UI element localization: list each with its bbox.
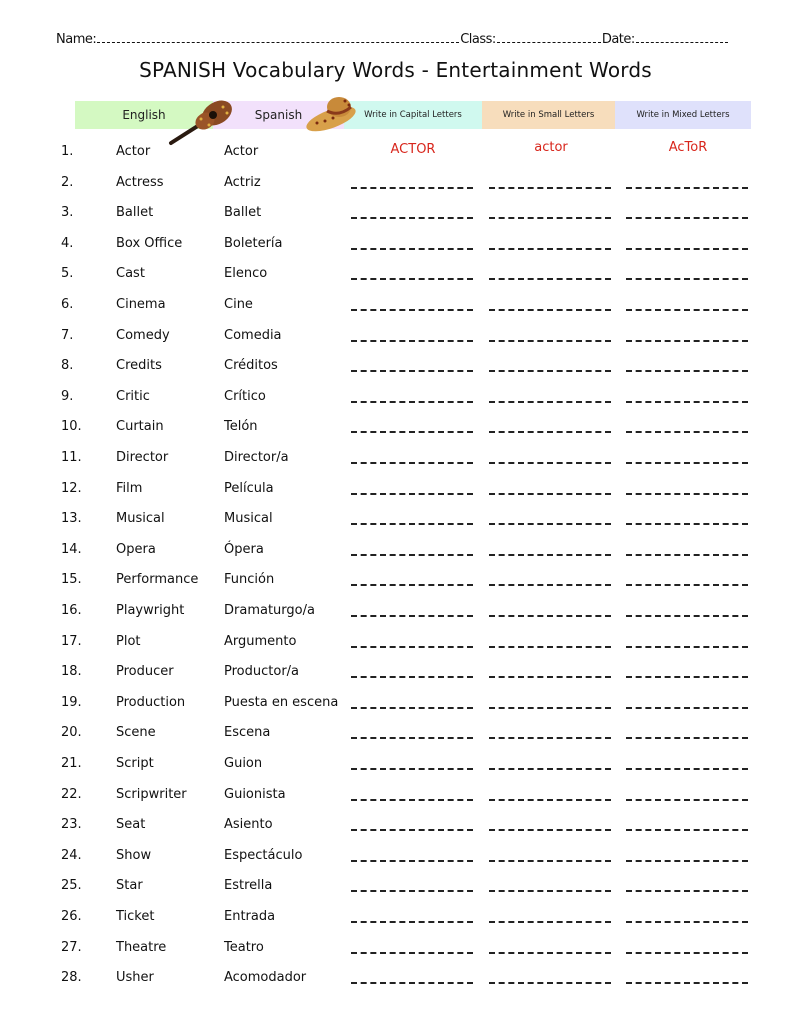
- english-word: Musical: [116, 511, 165, 527]
- capital-answer-blank[interactable]: [351, 584, 473, 586]
- small-answer-blank[interactable]: [489, 309, 611, 311]
- english-word: Usher: [116, 970, 154, 986]
- english-word: Critic: [116, 388, 150, 404]
- spanish-word: Dramaturgo/a: [224, 603, 315, 618]
- small-answer-blank[interactable]: [489, 646, 611, 648]
- vocab-row: [0, 415, 791, 439]
- capital-answer-blank[interactable]: [351, 646, 473, 648]
- mixed-answer-blank[interactable]: [626, 829, 748, 831]
- spanish-word: Puesta en escena: [224, 694, 339, 710]
- row-number: 10.: [61, 419, 82, 435]
- capital-answer-blank[interactable]: [351, 462, 473, 464]
- example-small: actor: [534, 140, 568, 155]
- column-header-spanish-label: Spanish: [254, 108, 303, 122]
- english-word: Cast: [116, 266, 145, 282]
- small-answer-blank[interactable]: [489, 278, 611, 280]
- mixed-answer-blank[interactable]: [626, 952, 748, 954]
- mixed-answer-blank[interactable]: [626, 737, 748, 739]
- row-number: 25.: [61, 878, 82, 894]
- small-answer-blank[interactable]: [489, 523, 611, 525]
- class-label: Class:: [460, 32, 496, 47]
- capital-answer-blank[interactable]: [351, 799, 473, 801]
- spanish-word: Cine: [224, 297, 253, 312]
- mixed-answer-blank[interactable]: [626, 799, 748, 801]
- row-number: 16.: [61, 603, 82, 618]
- english-word: Plot: [116, 633, 141, 649]
- mixed-answer-blank[interactable]: [626, 217, 748, 219]
- row-number: 14.: [61, 541, 82, 557]
- capital-answer-blank[interactable]: [351, 278, 473, 280]
- capital-answer-blank[interactable]: [351, 768, 473, 770]
- mixed-answer-blank[interactable]: [626, 768, 748, 770]
- capital-answer-blank[interactable]: [351, 982, 473, 984]
- spanish-word: Productor/a: [224, 664, 300, 680]
- row-number: 28.: [61, 970, 82, 986]
- spanish-word: Crítico: [224, 388, 266, 404]
- small-answer-blank[interactable]: [489, 217, 611, 219]
- vocab-row: [0, 936, 791, 960]
- row-number: 1.: [61, 144, 74, 159]
- vocab-row: [0, 507, 791, 531]
- spanish-word: Espectáculo: [224, 847, 303, 863]
- mixed-answer-blank[interactable]: [626, 278, 748, 280]
- small-answer-blank[interactable]: [489, 952, 611, 954]
- column-header-capital-label: Write in Capital Letters: [364, 110, 462, 120]
- small-answer-blank[interactable]: [489, 890, 611, 892]
- small-answer-blank[interactable]: [489, 248, 611, 250]
- small-answer-blank[interactable]: [489, 799, 611, 801]
- small-answer-blank[interactable]: [489, 370, 611, 372]
- vocab-row: [0, 385, 791, 409]
- mixed-answer-blank[interactable]: [626, 890, 748, 892]
- mixed-answer-blank[interactable]: [626, 370, 748, 372]
- mixed-answer-blank[interactable]: [626, 523, 748, 525]
- small-answer-blank[interactable]: [489, 187, 611, 189]
- row-number: 8.: [61, 358, 74, 374]
- capital-answer-blank[interactable]: [351, 737, 473, 739]
- row-number: 7.: [61, 327, 74, 343]
- spanish-word: Asiento: [224, 817, 273, 833]
- small-answer-blank[interactable]: [489, 676, 611, 678]
- small-answer-blank[interactable]: [489, 768, 611, 770]
- row-number: 3.: [61, 205, 74, 221]
- row-number: 6.: [61, 297, 74, 312]
- capital-answer-blank[interactable]: [351, 431, 473, 433]
- row-number: 21.: [61, 756, 82, 771]
- english-word: Script: [116, 756, 154, 771]
- column-header-mixed: [615, 101, 751, 129]
- mixed-answer-blank[interactable]: [626, 431, 748, 433]
- english-word: Ticket: [116, 909, 155, 924]
- spanish-word: Teatro: [224, 939, 264, 955]
- small-answer-blank[interactable]: [489, 401, 611, 403]
- capital-answer-blank[interactable]: [351, 952, 473, 954]
- mixed-answer-blank[interactable]: [626, 248, 748, 250]
- row-number: 18.: [61, 664, 82, 680]
- vocab-row: [0, 752, 791, 776]
- vocab-row: [0, 201, 791, 225]
- row-number: 19.: [61, 694, 82, 710]
- mixed-answer-blank[interactable]: [626, 707, 748, 709]
- small-answer-blank[interactable]: [489, 462, 611, 464]
- row-number: 11.: [61, 450, 82, 465]
- capital-answer-blank[interactable]: [351, 523, 473, 525]
- mixed-answer-blank[interactable]: [626, 615, 748, 617]
- name-label: Name:: [56, 32, 97, 47]
- example-capital: ACTOR: [390, 142, 436, 157]
- capital-answer-blank[interactable]: [351, 340, 473, 342]
- small-answer-blank[interactable]: [489, 737, 611, 739]
- vocab-row: [0, 354, 791, 378]
- small-answer-blank[interactable]: [489, 431, 611, 433]
- capital-answer-blank[interactable]: [351, 707, 473, 709]
- date-field[interactable]: [636, 32, 728, 43]
- spanish-word: Estrella: [224, 878, 273, 894]
- small-answer-blank[interactable]: [489, 921, 611, 923]
- row-number: 23.: [61, 817, 82, 833]
- row-number: 2.: [61, 174, 74, 190]
- date-label: Date:: [601, 32, 635, 47]
- spanish-word: Película: [224, 480, 274, 496]
- column-header-small-label: Write in Small Letters: [502, 110, 595, 120]
- english-word: Cinema: [116, 297, 166, 312]
- mixed-answer-blank[interactable]: [626, 860, 748, 862]
- english-word: Ballet: [116, 205, 154, 221]
- vocab-row: [0, 140, 791, 164]
- vocab-row: [0, 232, 791, 256]
- mixed-answer-blank[interactable]: [626, 982, 748, 984]
- capital-answer-blank[interactable]: [351, 860, 473, 862]
- class-field[interactable]: [497, 32, 601, 43]
- small-answer-blank[interactable]: [489, 615, 611, 617]
- english-word: Comedy: [116, 327, 170, 343]
- spanish-word: Actriz: [224, 174, 261, 190]
- mixed-answer-blank[interactable]: [626, 921, 748, 923]
- spanish-word: Guionista: [224, 786, 286, 802]
- spanish-word: Boletería: [224, 235, 283, 251]
- row-number: 17.: [61, 633, 82, 649]
- capital-answer-blank[interactable]: [351, 370, 473, 372]
- spanish-word: Escena: [224, 725, 271, 741]
- row-number: 4.: [61, 235, 74, 251]
- capital-answer-blank[interactable]: [351, 890, 473, 892]
- capital-answer-blank[interactable]: [351, 401, 473, 403]
- column-header-small: [482, 101, 615, 129]
- mixed-answer-blank[interactable]: [626, 493, 748, 495]
- mixed-answer-blank[interactable]: [626, 462, 748, 464]
- capital-answer-blank[interactable]: [351, 615, 473, 617]
- vocab-row: [0, 721, 791, 745]
- mixed-answer-blank[interactable]: [626, 340, 748, 342]
- capital-answer-blank[interactable]: [351, 493, 473, 495]
- spanish-word: Acomodador: [224, 970, 307, 986]
- english-word: Opera: [116, 541, 156, 557]
- vocab-row: [0, 630, 791, 654]
- english-word: Actor: [116, 144, 151, 159]
- spanish-word: Ballet: [224, 205, 262, 221]
- spanish-word: Argumento: [224, 633, 297, 649]
- spanish-word: Función: [224, 572, 275, 588]
- english-word: Show: [116, 847, 152, 863]
- english-word: Scripwriter: [116, 786, 187, 802]
- example-mixed: AcToR: [668, 140, 708, 155]
- row-number: 22.: [61, 786, 82, 802]
- spanish-word: Créditos: [224, 358, 278, 374]
- spanish-word: Actor: [224, 144, 259, 159]
- vocab-row: [0, 813, 791, 837]
- column-header-mixed-label: Write in Mixed Letters: [636, 110, 730, 120]
- vocab-row: [0, 905, 791, 929]
- small-answer-blank[interactable]: [489, 982, 611, 984]
- mixed-answer-blank[interactable]: [626, 676, 748, 678]
- vocab-row: [0, 783, 791, 807]
- english-word: Director: [116, 450, 169, 465]
- english-word: Seat: [116, 817, 146, 833]
- small-answer-blank[interactable]: [489, 493, 611, 495]
- vocab-row: [0, 477, 791, 501]
- capital-answer-blank[interactable]: [351, 187, 473, 189]
- spanish-word: Musical: [224, 511, 273, 527]
- capital-answer-blank[interactable]: [351, 309, 473, 311]
- small-answer-blank[interactable]: [489, 584, 611, 586]
- row-number: 12.: [61, 480, 82, 496]
- mixed-answer-blank[interactable]: [626, 187, 748, 189]
- sombrero-icon: [303, 93, 361, 133]
- vocab-row: [0, 538, 791, 562]
- mixed-answer-blank[interactable]: [626, 309, 748, 311]
- spanish-word: Entrada: [224, 909, 276, 924]
- english-word: Production: [116, 694, 186, 710]
- vocab-row: [0, 568, 791, 592]
- english-word: Theatre: [116, 939, 167, 955]
- english-word: Producer: [116, 664, 174, 680]
- capital-answer-blank[interactable]: [351, 829, 473, 831]
- small-answer-blank[interactable]: [489, 829, 611, 831]
- row-number: 27.: [61, 939, 82, 955]
- english-word: Scene: [116, 725, 156, 741]
- capital-answer-blank[interactable]: [351, 217, 473, 219]
- spanish-word: Ópera: [224, 541, 264, 557]
- vocab-row: [0, 293, 791, 317]
- vocab-row: [0, 844, 791, 868]
- mixed-answer-blank[interactable]: [626, 584, 748, 586]
- english-word: Playwright: [116, 603, 185, 618]
- name-field[interactable]: [97, 32, 459, 43]
- mixed-answer-blank[interactable]: [626, 401, 748, 403]
- small-answer-blank[interactable]: [489, 707, 611, 709]
- capital-answer-blank[interactable]: [351, 676, 473, 678]
- row-number: 13.: [61, 511, 82, 527]
- vocab-row: [0, 446, 791, 470]
- vocab-row: [0, 324, 791, 348]
- capital-answer-blank[interactable]: [351, 248, 473, 250]
- spanish-word: Comedia: [224, 327, 282, 343]
- spanish-word: Telón: [224, 419, 258, 435]
- spanish-word: Guion: [224, 756, 263, 771]
- vocab-row: [0, 599, 791, 623]
- small-answer-blank[interactable]: [489, 554, 611, 556]
- student-info-line: [56, 32, 748, 50]
- spanish-word: Elenco: [224, 266, 268, 282]
- page-title: SPANISH Vocabulary Words - Entertainment Words: [139, 58, 652, 82]
- row-number: 24.: [61, 847, 82, 863]
- english-word: Performance: [116, 572, 199, 588]
- vocab-row: [0, 874, 791, 898]
- vocab-row: [0, 660, 791, 684]
- english-word: Credits: [116, 358, 162, 374]
- spanish-word: Director/a: [224, 450, 289, 465]
- row-number: 26.: [61, 909, 82, 924]
- english-word: Box Office: [116, 235, 183, 251]
- small-answer-blank[interactable]: [489, 860, 611, 862]
- row-number: 5.: [61, 266, 74, 282]
- vocab-row: [0, 171, 791, 195]
- vocab-row: [0, 691, 791, 715]
- row-number: 15.: [61, 572, 82, 588]
- capital-answer-blank[interactable]: [351, 921, 473, 923]
- column-header-capital: [344, 101, 482, 129]
- mixed-answer-blank[interactable]: [626, 646, 748, 648]
- small-answer-blank[interactable]: [489, 340, 611, 342]
- row-number: 9.: [61, 388, 74, 404]
- vocab-row: [0, 966, 791, 990]
- english-word: Star: [116, 878, 143, 894]
- english-word: Curtain: [116, 419, 164, 435]
- column-header-english-label: English: [122, 108, 166, 122]
- english-word: Film: [116, 480, 143, 496]
- english-word: Actress: [116, 174, 164, 190]
- capital-answer-blank[interactable]: [351, 554, 473, 556]
- row-number: 20.: [61, 725, 82, 741]
- mixed-answer-blank[interactable]: [626, 554, 748, 556]
- vocab-row: [0, 262, 791, 286]
